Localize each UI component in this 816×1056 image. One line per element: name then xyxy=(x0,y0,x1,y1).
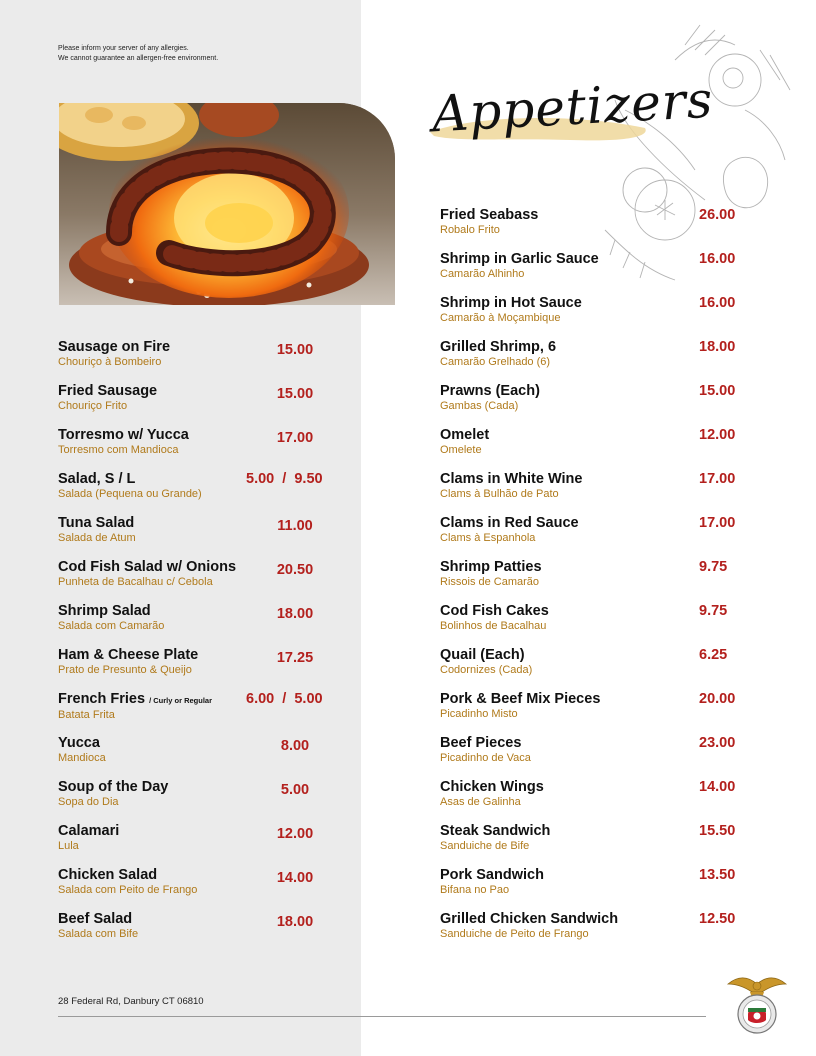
item-subtitle: Sanduiche de Bife xyxy=(440,840,530,852)
item-price: 18.00 xyxy=(276,914,314,930)
item-price: 15.00 xyxy=(276,342,314,358)
footer-divider xyxy=(58,1016,706,1017)
item-price: 15.00 xyxy=(276,386,314,402)
item-price: 11.00 xyxy=(277,518,313,534)
menu-item xyxy=(58,515,136,545)
menu-item xyxy=(440,295,582,325)
allergy-line-1: Please inform your server of any allergies. xyxy=(58,45,189,52)
item-name: Shrimp Patties xyxy=(440,559,542,575)
menu-item xyxy=(440,251,599,281)
item-price: 14.00 xyxy=(276,870,314,886)
item-subtitle: Robalo Frito xyxy=(440,224,500,236)
menu-item xyxy=(440,735,531,765)
item-price: 12.00 xyxy=(276,826,314,842)
item-subtitle: Camarão à Moçambique xyxy=(440,312,561,324)
item-name: Grilled Chicken Sandwich xyxy=(440,911,619,927)
item-name: Shrimp in Garlic Sauce xyxy=(440,251,599,267)
item-price: 14.00 xyxy=(699,779,736,795)
item-price: 15.00 xyxy=(699,383,736,399)
item-subtitle: Camarão Alhinho xyxy=(440,268,525,280)
food-photo xyxy=(59,103,395,305)
item-price: 8.00 xyxy=(280,738,310,754)
item-name: Ham & Cheese Plate xyxy=(58,647,199,663)
item-name: Sausage on Fire xyxy=(58,339,171,355)
item-subtitle: Omelete xyxy=(440,444,482,456)
item-price: 6.00 / 5.00 xyxy=(246,691,323,707)
menu-item xyxy=(440,823,550,853)
eagle-crest-logo xyxy=(726,970,788,1036)
menu-item xyxy=(440,691,600,721)
item-note: / Curly or Regular xyxy=(149,696,212,705)
item-name: Grilled Shrimp, 6 xyxy=(440,339,557,355)
item-price: 23.00 xyxy=(699,735,736,751)
item-subtitle: Picadinho de Vaca xyxy=(440,752,531,764)
menu-item xyxy=(58,867,197,897)
menu-item xyxy=(440,867,544,897)
menu-item xyxy=(58,603,164,633)
menu-item xyxy=(440,603,549,633)
item-name: Clams in Red Sauce xyxy=(440,515,579,531)
menu-item xyxy=(58,911,138,941)
item-price: 16.00 xyxy=(699,251,736,267)
allergy-line-2: We cannot guarantee an allergen-free environment. xyxy=(58,55,219,62)
item-name: Omelet xyxy=(440,427,490,443)
menu-item xyxy=(440,647,532,677)
item-subtitle: Mandioca xyxy=(58,752,106,764)
menu-item xyxy=(58,823,119,853)
allergy-notice xyxy=(58,44,348,64)
item-subtitle: Rissois de Camarão xyxy=(440,576,540,588)
item-name: Pork Sandwich xyxy=(440,867,544,883)
item-subtitle: Prato de Presunto & Queijo xyxy=(58,664,192,676)
item-subtitle: Bolinhos de Bacalhau xyxy=(440,620,547,632)
menu-item xyxy=(58,647,198,677)
menu-item xyxy=(58,427,189,457)
item-price: 9.75 xyxy=(699,559,728,575)
item-name: Torresmo w/ Yucca xyxy=(58,427,189,443)
item-subtitle: Clams à Espanhola xyxy=(440,532,536,544)
item-name: Cod Fish Cakes xyxy=(440,603,549,619)
menu-item xyxy=(440,911,618,941)
item-name: Fried Seabass xyxy=(440,207,539,223)
item-name: Clams in White Wine xyxy=(440,471,583,487)
item-subtitle: Chouriço Frito xyxy=(58,400,128,412)
item-subtitle: Camarão Grelhado (6) xyxy=(440,356,551,368)
item-name: Beef Pieces xyxy=(440,735,522,751)
item-name: Shrimp Salad xyxy=(58,603,151,619)
item-subtitle: Sanduiche de Peito de Frango xyxy=(440,928,589,940)
item-name: Fried Sausage xyxy=(58,383,158,399)
section-title: Appetizers xyxy=(430,70,715,144)
item-subtitle: Codornizes (Cada) xyxy=(440,664,533,676)
item-price: 18.00 xyxy=(699,339,736,355)
menu-item xyxy=(440,779,544,809)
item-price: 16.00 xyxy=(699,295,736,311)
menu-item xyxy=(440,383,540,413)
item-subtitle: Salada com Camarão xyxy=(58,620,165,632)
menu-item xyxy=(58,691,212,722)
item-name: Yucca xyxy=(58,735,100,751)
item-subtitle: Punheta de Bacalhau c/ Cebola xyxy=(58,576,213,588)
item-name: Quail (Each) xyxy=(440,647,525,663)
menu-item xyxy=(440,515,579,545)
item-price: 17.25 xyxy=(276,650,314,666)
item-price: 9.75 xyxy=(699,603,728,619)
item-name: Cod Fish Salad w/ Onions xyxy=(58,559,237,575)
item-subtitle: Salada de Atum xyxy=(58,532,136,544)
item-price: 5.00 / 9.50 xyxy=(246,471,323,487)
item-subtitle: Batata Frita xyxy=(58,709,115,721)
item-name: Beef Salad xyxy=(58,911,133,927)
item-price: 15.50 xyxy=(699,823,736,839)
item-name: Salad, S / L xyxy=(58,471,136,487)
menu-item xyxy=(440,427,489,457)
item-subtitle: Salada com Bife xyxy=(58,928,139,940)
item-price: 20.00 xyxy=(699,691,736,707)
item-subtitle: Torresmo com Mandioca xyxy=(58,444,179,456)
item-name: Shrimp in Hot Sauce xyxy=(440,295,582,311)
menu-item xyxy=(58,339,170,369)
item-name: Chicken Wings xyxy=(440,779,544,795)
item-subtitle: Gambas (Cada) xyxy=(440,400,519,412)
menu-item xyxy=(58,559,236,589)
item-price: 17.00 xyxy=(276,430,314,446)
item-name-row xyxy=(58,691,212,709)
menu-item xyxy=(58,735,106,765)
item-price: 5.00 xyxy=(280,782,310,798)
item-name: French Fries xyxy=(58,691,146,707)
item-subtitle: Bifana no Pao xyxy=(440,884,510,896)
item-price: 12.00 xyxy=(699,427,736,443)
item-price: 17.00 xyxy=(699,515,736,531)
item-name: Steak Sandwich xyxy=(440,823,551,839)
item-price: 20.50 xyxy=(276,562,314,578)
menu-item xyxy=(58,471,202,501)
menu-item xyxy=(58,383,157,413)
menu-item xyxy=(440,471,582,501)
item-subtitle: Picadinho Misto xyxy=(440,708,518,720)
item-name: Chicken Salad xyxy=(58,867,158,883)
item-subtitle: Sopa do Dia xyxy=(58,796,119,808)
item-name: Soup of the Day xyxy=(58,779,169,795)
menu-item xyxy=(440,559,542,589)
menu-item xyxy=(440,207,538,237)
item-subtitle: Lula xyxy=(58,840,79,852)
item-name: Tuna Salad xyxy=(58,515,135,531)
section-title-wrap xyxy=(420,70,715,180)
item-name: Calamari xyxy=(58,823,120,839)
menu-item xyxy=(58,779,168,809)
item-subtitle: Clams à Bulhão de Pato xyxy=(440,488,559,500)
menu-item xyxy=(440,339,556,369)
item-name: Pork & Beef Mix Pieces xyxy=(440,691,601,707)
item-name: Prawns (Each) xyxy=(440,383,540,399)
item-price: 12.50 xyxy=(699,911,736,927)
item-subtitle: Asas de Galinha xyxy=(440,796,521,808)
item-price: 6.25 xyxy=(699,647,728,663)
item-price: 13.50 xyxy=(699,867,736,883)
address: 28 Federal Rd, Danbury CT 06810 xyxy=(58,996,204,1007)
item-subtitle: Chouriço à Bombeiro xyxy=(58,356,162,368)
item-price: 26.00 xyxy=(699,207,736,223)
item-subtitle: Salada (Pequena ou Grande) xyxy=(58,488,202,500)
item-price: 17.00 xyxy=(699,471,736,487)
item-price: 18.00 xyxy=(276,606,314,622)
item-subtitle: Salada com Peito de Frango xyxy=(58,884,198,896)
